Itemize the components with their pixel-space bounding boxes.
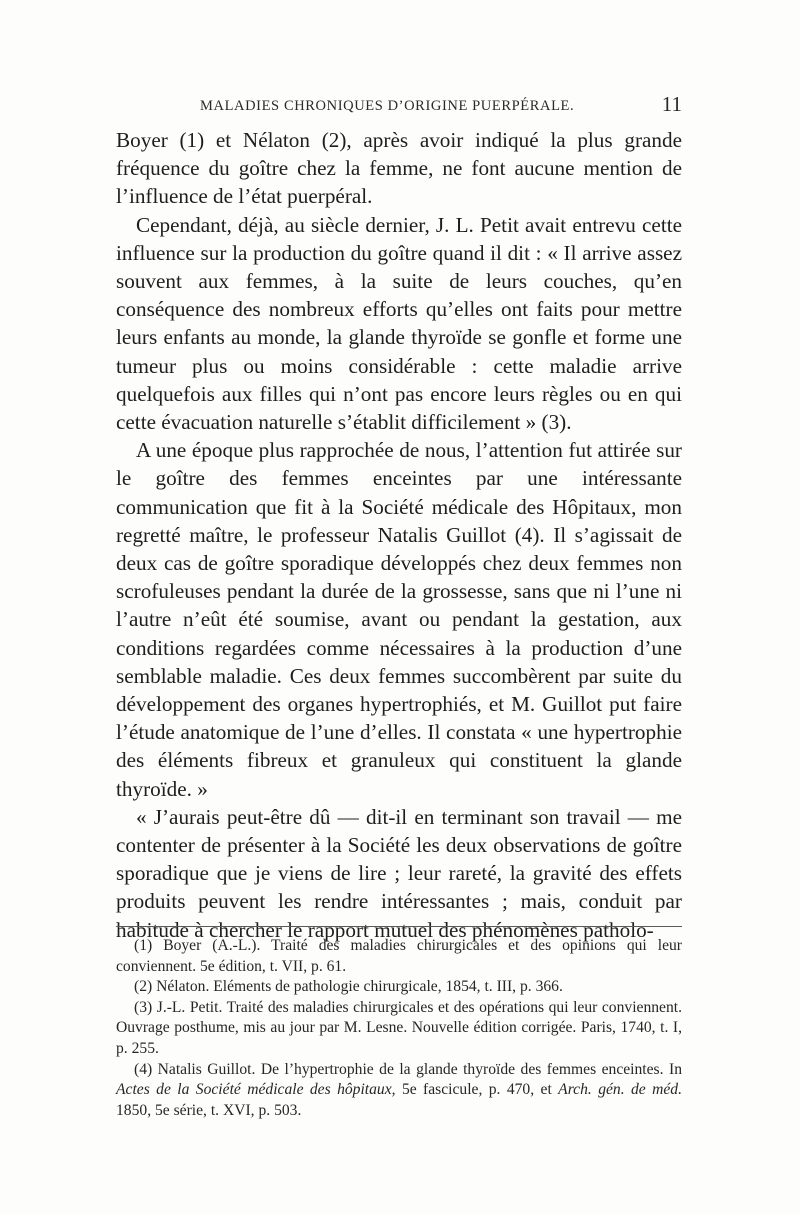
footnote bbox=[116, 1060, 682, 1122]
paragraph: A une époque plus rapprochée de nous, l’attention fut attirée sur le goître des femmes enceintes par une intéressante communication que fit à la Société médicale des Hôpitaux, mon regretté maître, le professeur Natalis Guillot (4). Il s’agissait de deux cas de goître sporadique développés chez deux femmes non scrofuleuses pendant la durée de la grossesse, sans que ni l’une ni l’autre n’eût été soumise, avant ou pendant la gestation, aux conditions regardées comme nécessaires à la production d’une semblable maladie. Ces deux femmes succombèrent par suite du développement des organes hypertrophiés, et M. Guillot put faire l’étude anatomique de l’une d’elles. Il constata « une hypertrophie des éléments fibreux et granuleux qui constituent la glande thyroïde. » bbox=[116, 438, 682, 801]
footnote-number: (1) bbox=[134, 937, 153, 954]
paragraph: Boyer (1) et Nélaton (2), après avoir indiqué la plus grande fréquence du goître chez la femme, ne font aucune mention de l’influence de l’état puerpéral. bbox=[116, 128, 682, 209]
paragraph: Cependant, déjà, au siècle dernier, J. L. Petit avait entrevu cette influence sur la production du goître quand il dit : « Il arrive assez souvent aux femmes, à la suite de leurs couches, qu’en conséquence des nombreux efforts qu’elles ont faits pour mettre leurs enfants au monde, la glande thyroïde se gonfle et forme une tumeur plus ou moins considérable : cette maladie arrive quelquefois aux filles qui n’ont pas encore leurs règles ou en qui cette évacuation naturelle s’établit difficilement » (3). bbox=[116, 212, 682, 435]
footnote-text: Natalis Guillot. De l’hypertrophie de la glande thyroïde des femmes enceintes. In bbox=[157, 1060, 682, 1078]
body-text bbox=[116, 126, 682, 944]
footnotes bbox=[116, 936, 682, 1121]
paragraph: « J’aurais peut-être dû — dit-il en terminant son travail — me contenter de présenter à la Société les deux observations de goître sporadique que je viens de lire ; leur rareté, la gravité des effets produits peuvent les rendre intéressantes ; mais, conduit par habitude à chercher le rapport mutuel des phénomènes patholo- bbox=[116, 804, 682, 942]
footnote-text: Boyer (A.-L.). Traité des maladies chirurgicales et des opinions qui leur conviennent. 5e édition, t. VII, p. 61. bbox=[116, 937, 682, 975]
footnote-journal-title: Actes de la Société médicale des hôpitaux, bbox=[116, 1081, 396, 1099]
page-number: 11 bbox=[661, 92, 682, 116]
footnote bbox=[116, 998, 682, 1060]
footnote-text: J.-L. Petit. Traité des maladies chirurgicales et des opérations qui leur conviennent. Ouvrage posthume, mis au jour par M. Lesne. Nouvelle édition corrigée. Paris, 1740, t. I, p. 255. bbox=[116, 998, 682, 1057]
footnote-number: (4) bbox=[134, 1060, 153, 1078]
footnote-text: Nélaton. Eléments de pathologie chirurgicale, 1854, t. III, p. 366. bbox=[156, 978, 563, 996]
footnote-number: (3) bbox=[134, 998, 153, 1016]
footnote-text: 5e fascicule, p. 470, et bbox=[395, 1081, 559, 1099]
footnote-number: (2) bbox=[134, 978, 153, 996]
footnote bbox=[116, 936, 682, 977]
running-title: MALADIES CHRONIQUES D’ORIGINE PUERPÉRALE. bbox=[200, 98, 575, 114]
footnote-text: 1850, 5e série, t. XVI, p. 503. bbox=[116, 1101, 302, 1119]
footnote bbox=[116, 977, 682, 998]
footnote-separator bbox=[116, 926, 682, 927]
footnote-journal-title: Arch. gén. de méd. bbox=[558, 1081, 682, 1099]
page-header bbox=[118, 92, 682, 120]
